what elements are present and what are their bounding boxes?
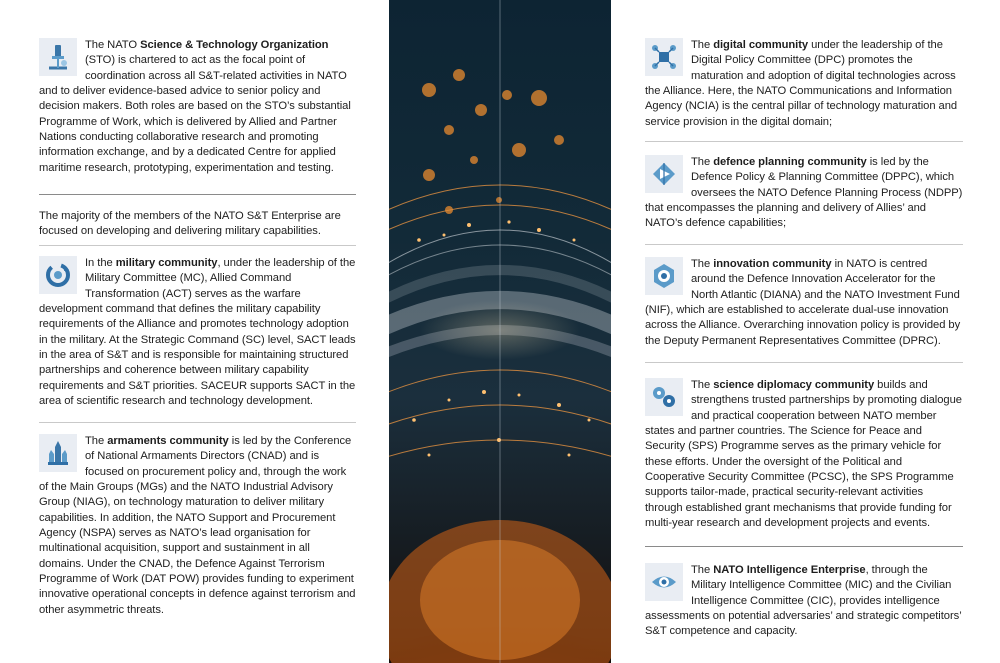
- defence-planning-section: [645, 155, 963, 232]
- divider: [645, 244, 963, 245]
- innovation-prefix: The: [691, 258, 714, 270]
- majority-text: The majority of the members of the NATO S&T Enterprise are focused on developing and delivering military capabilities.: [39, 210, 341, 238]
- military-section: [39, 256, 356, 409]
- armaments-section: [39, 434, 356, 618]
- military-text: , under the leadership of the Military Committee (MC), Allied Command Transformation (ACT) serves as the warfare development command that defines the military capability requirements of the Alliance and promotes technology adoption in the military. At the Strategic Command (SC) level, SACT leads in the area of S&T and is responsible for maintaining structured partnerships and coherence between military capability requirements and S&T priorities. SACEUR supports SACT in the area of scientific research and technology development.: [39, 257, 356, 408]
- digital-network-icon: [645, 38, 683, 76]
- divider: [39, 194, 356, 195]
- eye-icon: [645, 563, 683, 601]
- intelligence-section: [645, 563, 963, 640]
- sto-bold: Science & Technology Organization: [140, 39, 329, 51]
- armaments-prefix: The: [85, 435, 108, 447]
- digital-section: [645, 38, 963, 130]
- military-cycle-icon: [39, 256, 77, 294]
- innovation-icon: [645, 257, 683, 295]
- military-bold: military community: [115, 257, 218, 269]
- armaments-bold: armaments community: [107, 435, 229, 447]
- diplomacy-bold: science diplomacy community: [713, 379, 875, 391]
- science-diplomacy-section: [645, 378, 963, 531]
- intelligence-prefix: The: [691, 564, 714, 576]
- diplomacy-prefix: The: [691, 379, 714, 391]
- divider: [39, 245, 356, 246]
- armaments-icon: [39, 434, 77, 472]
- majority-section: [39, 209, 356, 240]
- divider: [645, 362, 963, 363]
- defence-text: is led by the Defence Policy & Planning Committee (DPPC), which oversees the NATO Defence Planning Process (NDPP) that encompasses the planning and delivery of Allies’ and NATO’s defence capabilities;: [645, 156, 963, 230]
- sto-text: (STO) is chartered to act as the focal point of coordination across all S&T-related activities in NATO and to deliver evidence-based advice to senior policy and decision makers. Both roles are based on the STO’s substantial Programme of Work, which is delivered by Allied and Partner Nations conducting collaborative research and promoting information exchange, and by a dedicated Centre for applied maritime research, prototyping, experimentation and testing.: [39, 54, 351, 174]
- defence-bold: defence planning community: [713, 156, 867, 168]
- innovation-text: in NATO is centred around the Defence Innovation Accelerator for the North Atlantic (DIANA) and the NATO Investment Fund (NIF), which are established to accelerate dual-use innovation across the Alliance. Overarching innovation policy is provided by the Deputy Permanent Representatives Committee (DPRC).: [645, 258, 961, 347]
- defence-planning-icon: [645, 155, 683, 193]
- digital-prefix: The: [691, 39, 714, 51]
- digital-bold: digital community: [713, 39, 809, 51]
- intelligence-bold: NATO Intelligence Enterprise: [713, 564, 866, 576]
- decorative-image: [389, 0, 611, 663]
- sto-section: [39, 38, 356, 176]
- sto-prefix: The NATO: [85, 39, 141, 51]
- digital-text: under the leadership of the Digital Policy Committee (DPC) promotes the maturation and adoption of digital technologies across the Alliance. Here, the NATO Communications and Information Agency (NCIA) is the central pillar of technology maturation and service provision in the digital domain;: [645, 39, 958, 128]
- intelligence-text: , through the Military Intelligence Committee (MIC) and the Civilian Intelligence Committee (CIC), provides intelligence assessments on potential adversaries’ and strategic competitors’ S&T competence and capacity.: [645, 564, 962, 638]
- innovation-section: [645, 257, 963, 349]
- military-prefix: In the: [85, 257, 116, 269]
- divider: [645, 141, 963, 142]
- diplomacy-icon: [645, 378, 683, 416]
- diplomacy-text: builds and strengthens trusted partnerships by promoting dialogue and practical cooperation between NATO member states and partner countries. The Science for Peace and Security (SPS) Programme serves as the primary vehicle for these efforts. Under the oversight of the Political and Cooperative Security Committee (PCSC), the SPS Programme supports tailor-made, practical security-relevant activities through established grant mechanisms that provide funding for multi-year research and development projects and events.: [645, 379, 962, 530]
- armaments-text: is led by the Conference of National Armaments Directors (CNAD) and is focused on procurement policy and, through the work of the Main Groups (MGs) and the NATO Industrial Advisory Group (NIAG), on technology maturation to deliver military capabilities. In addition, the NATO Support and Procurement Agency (NSPA) serves as NATO’s lead organisation for multinational acquisition, support and sustainment in all domains. Under the CNAD, the Defence Against Terrorism Programme of Work (DAT POW) provides funding to experiment innovative operational concepts in defence against terrorism and other asymmetric threats.: [39, 435, 356, 616]
- divider: [39, 422, 356, 423]
- defence-prefix: The: [691, 156, 714, 168]
- microscope-icon: [39, 38, 77, 76]
- innovation-bold: innovation community: [713, 258, 832, 270]
- divider: [645, 546, 963, 547]
